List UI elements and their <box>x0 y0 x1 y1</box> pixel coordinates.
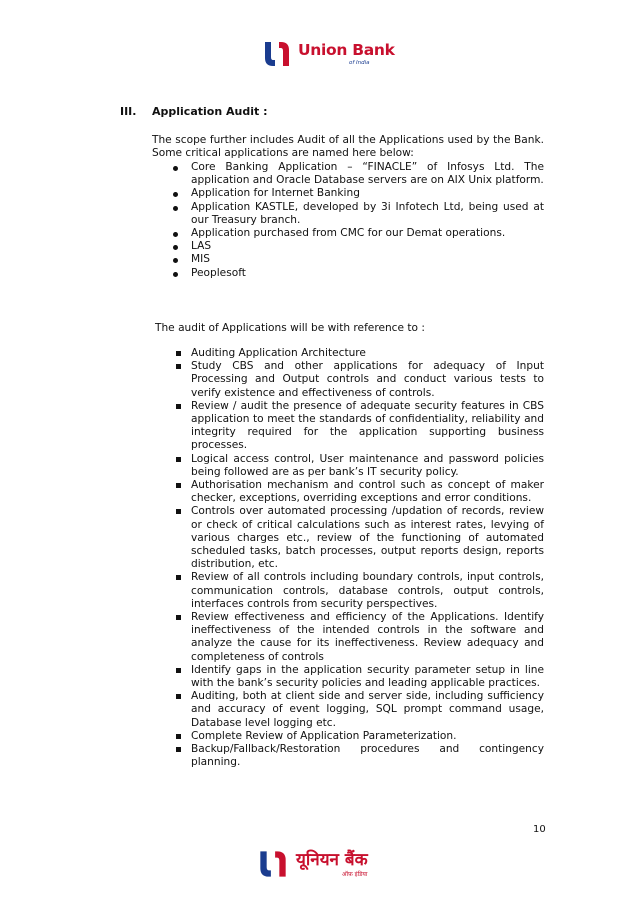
union-bank-logo-icon <box>259 38 295 70</box>
list-item <box>152 505 544 571</box>
square-bullet-icon <box>176 747 181 752</box>
page-number: 10 <box>533 824 546 835</box>
list-item <box>152 611 544 664</box>
list-item <box>152 360 544 400</box>
square-bullet-icon <box>176 734 181 739</box>
footer-logo-text: यूनियन बैंक <box>296 850 368 870</box>
square-bullet-icon <box>176 404 181 409</box>
list-item-text: Application purchased from CMC for our Demat operations. <box>191 227 506 240</box>
list-item <box>152 690 544 730</box>
list-item-text: Study CBS and other applications for adequacy of Input Processing and Output controls and conduct various tests to verify existence and effectiveness of controls. <box>191 360 544 399</box>
footer-logo <box>254 843 404 885</box>
square-bullet-icon <box>176 364 181 369</box>
bullet-icon <box>173 206 178 211</box>
header-logo-subtext: of India <box>349 60 370 66</box>
list-item <box>152 267 544 280</box>
list-item-text: Application for Internet Banking <box>191 187 360 200</box>
list-item <box>152 664 544 690</box>
bullet-icon <box>173 192 178 197</box>
list-item <box>152 571 544 611</box>
square-bullet-icon <box>176 694 181 699</box>
list-item-text: Application KASTLE, developed by 3i Infotech Ltd, being used at our Treasury branch. <box>191 200 544 226</box>
list-item-text: Backup/Fallback/Restoration procedures and contingency planning. <box>191 743 544 769</box>
list-item <box>152 453 544 479</box>
list-item-text: Complete Review of Application Parameterization. <box>191 729 457 742</box>
list-item-text: Review / audit the presence of adequate security features in CBS application to meet the standards of confidentiality, reliability and integrity required for the application supporting business processes. <box>191 399 544 452</box>
square-bullet-icon <box>176 575 181 580</box>
list-item <box>152 400 544 453</box>
square-bullet-icon <box>176 483 181 488</box>
section-number: III. <box>120 105 137 118</box>
list-item-text: Auditing, both at client side and server side, including sufficiency and accuracy of event logging, SQL prompt command usage, Database level logging etc. <box>191 690 544 729</box>
bullet-icon <box>173 272 178 277</box>
applications-list <box>152 161 544 280</box>
bullet-icon <box>173 166 178 171</box>
list-item <box>152 240 544 253</box>
list-item-text: MIS <box>191 253 210 266</box>
square-bullet-icon <box>176 615 181 620</box>
list-item-text: Identify gaps in the application security parameter setup in line with the bank’s security policies and leading applicable practices. <box>191 663 544 690</box>
audit-points-list <box>152 347 544 770</box>
list-item-text: LAS <box>191 240 212 253</box>
reference-heading: The audit of Applications will be with reference to : <box>155 322 425 334</box>
bullet-icon <box>173 245 178 250</box>
square-bullet-icon <box>176 457 181 462</box>
list-item-text: Controls over automated processing /updation of records, review or check of critical calculations such as interest rates, levying of various charges etc., review of the functioning of automated scheduled tasks, batch processes, output reports design, reports distribution, etc. <box>191 505 544 571</box>
list-item-text: Authorisation mechanism and control such as concept of maker checker, exceptions, overriding exceptions and error conditions. <box>191 479 544 505</box>
list-item <box>152 253 544 266</box>
section-title: Application Audit : <box>152 105 268 118</box>
list-item <box>152 201 544 227</box>
union-bank-logo-icon <box>254 847 292 881</box>
list-item <box>152 743 544 769</box>
header-logo <box>259 36 399 76</box>
header-logo-text: Union Bank <box>298 41 395 59</box>
list-item <box>152 227 544 240</box>
bullet-icon <box>173 258 178 263</box>
list-item-text: Review effectiveness and efficiency of the Applications. Identify ineffectiveness of the intended controls in the software and analyze the cause for its ineffectiveness. Review adequacy and completeness of controls <box>191 611 544 663</box>
square-bullet-icon <box>176 668 181 673</box>
list-item <box>152 347 544 360</box>
list-item <box>152 161 544 187</box>
list-item <box>152 730 544 743</box>
intro-paragraph: The scope further includes Audit of all the Applications used by the Bank. Some critical applications are named here below: <box>152 134 544 160</box>
footer-logo-subtext: ऑफ़ इंडिया <box>342 871 368 878</box>
list-item <box>152 479 544 505</box>
list-item-text: Review of all controls including boundary controls, input controls, communication controls, database controls, output controls, interfaces controls from security perspectives. <box>191 571 544 610</box>
list-item-text: Auditing Application Architecture <box>191 347 366 359</box>
list-item <box>152 187 544 200</box>
bullet-icon <box>173 232 178 237</box>
square-bullet-icon <box>176 351 181 356</box>
list-item-text: Peoplesoft <box>191 266 246 279</box>
list-item-text: Logical access control, User maintenance and password policies being followed are as per bank’s IT security policy. <box>191 452 544 478</box>
square-bullet-icon <box>176 509 181 514</box>
list-item-text: Core Banking Application – “FINACLE” of Infosys Ltd. The application and Oracle Database servers are on AIX Unix platform. <box>191 161 544 187</box>
